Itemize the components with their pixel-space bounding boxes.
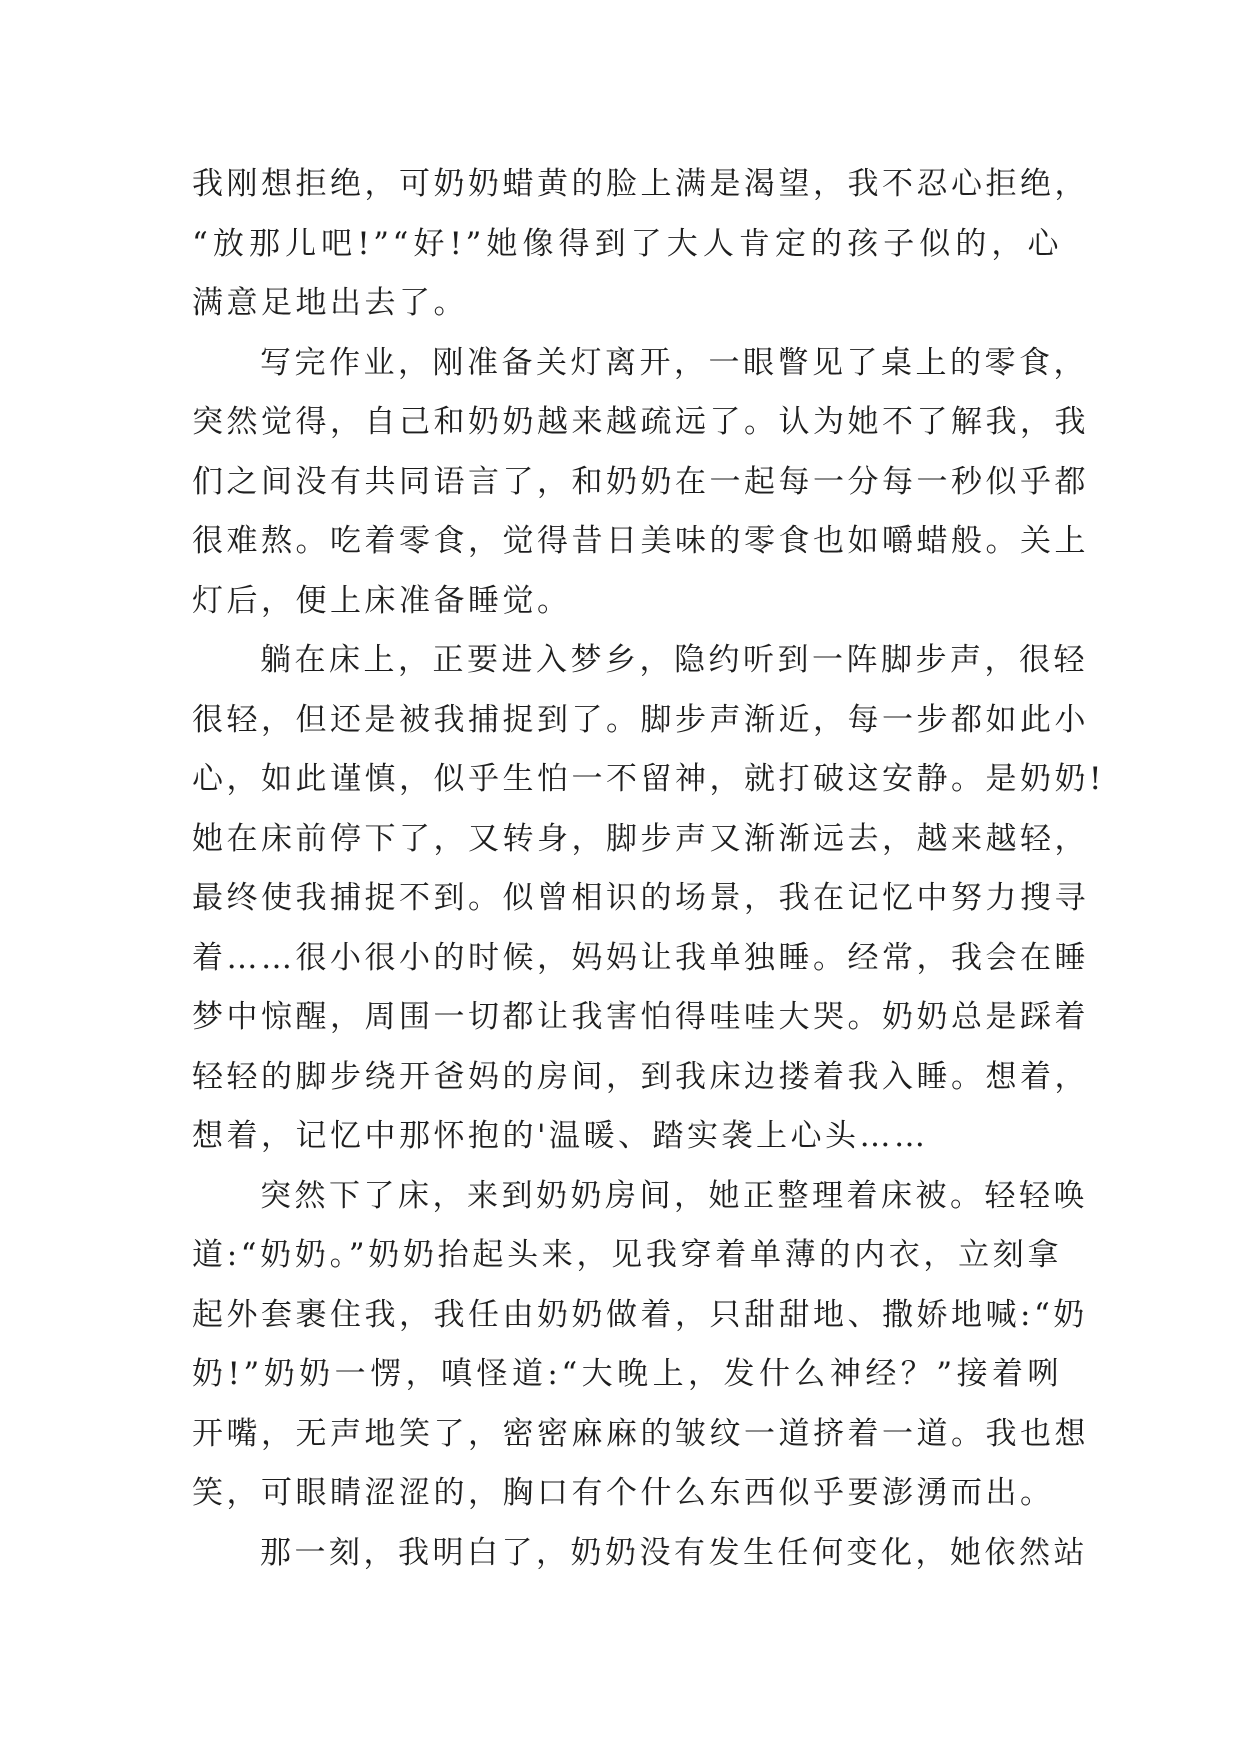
text-line: 灯后，便上床准备睡觉。: [192, 582, 572, 619]
text-line: 那一刻，我明白了，奶奶没有发生任何变化，她依然站: [260, 1534, 1088, 1571]
text-line: 着……很小很小的时候，妈妈让我单独睡。经常，我会在睡: [192, 939, 1089, 976]
text-line: 轻轻的脚步绕开爸妈的房间，到我床边搂着我入睡。想着，: [192, 1058, 1089, 1095]
text-line: 最终使我捕捉不到。似曾相识的场景，我在记忆中努力搜寻: [192, 880, 1089, 916]
text-line: “放那儿吧!”“好!”她像得到了大人肯定的孩子似的，心: [192, 225, 1062, 262]
text-line: 想着，记忆中那怀抱的'温暖、踏实袭上心头……: [192, 1118, 929, 1154]
text-line: 她在床前停下了，又转身，脚步声又渐渐远去，越来越轻，: [192, 820, 1089, 857]
text-line: 奶!”奶奶一愣，嗔怪道:“大晚上，发什么神经？”接着咧: [192, 1356, 1062, 1392]
text-line: 躺在床上，正要进入梦乡，隐约听到一阵脚步声，很轻: [260, 642, 1088, 678]
text-line: 很难熬。吃着零食，觉得昔日美味的零食也如嚼蜡般。关上: [192, 523, 1089, 559]
text-line: 突然下了床，来到奶奶房间，她正整理着床被。轻轻唤: [260, 1177, 1088, 1214]
document-body-text: [192, 155, 1105, 1583]
text-line: 写完作业，刚准备关灯离开，一眼瞥见了桌上的零食，: [260, 344, 1088, 381]
text-line: 突然觉得，自己和奶奶越来越疏远了。认为她不了解我，我: [192, 404, 1089, 440]
text-line: 梦中惊醒，周围一切都让我害怕得哇哇大哭。奶奶总是踩着: [192, 999, 1089, 1035]
text-line: 满意足地出去了。: [192, 285, 468, 321]
text-line: 道:“奶奶。”奶奶抬起头来，见我穿着单薄的内衣，立刻拿: [192, 1237, 1062, 1273]
text-line: 心，如此谨慎，似乎生怕一不留神，就打破这安静。是奶奶!: [192, 761, 1105, 797]
text-line: 起外套裹住我，我任由奶奶做着，只甜甜地、撒娇地喊:“奶: [192, 1296, 1088, 1333]
text-line: 开嘴，无声地笑了，密密麻麻的皱纹一道挤着一道。我也想: [192, 1415, 1089, 1452]
text-line: 笑，可眼睛涩涩的，胸口有个什么东西似乎要澎湧而出。: [192, 1475, 1055, 1511]
text-line: 很轻，但还是被我捕捉到了。脚步声渐近，每一步都如此小: [192, 701, 1089, 738]
text-line: 我刚想拒绝，可奶奶蜡黄的脸上满是渴望，我不忍心拒绝，: [192, 166, 1089, 202]
text-line: 们之间没有共同语言了，和奶奶在一起每一分每一秒似乎都: [192, 463, 1089, 500]
